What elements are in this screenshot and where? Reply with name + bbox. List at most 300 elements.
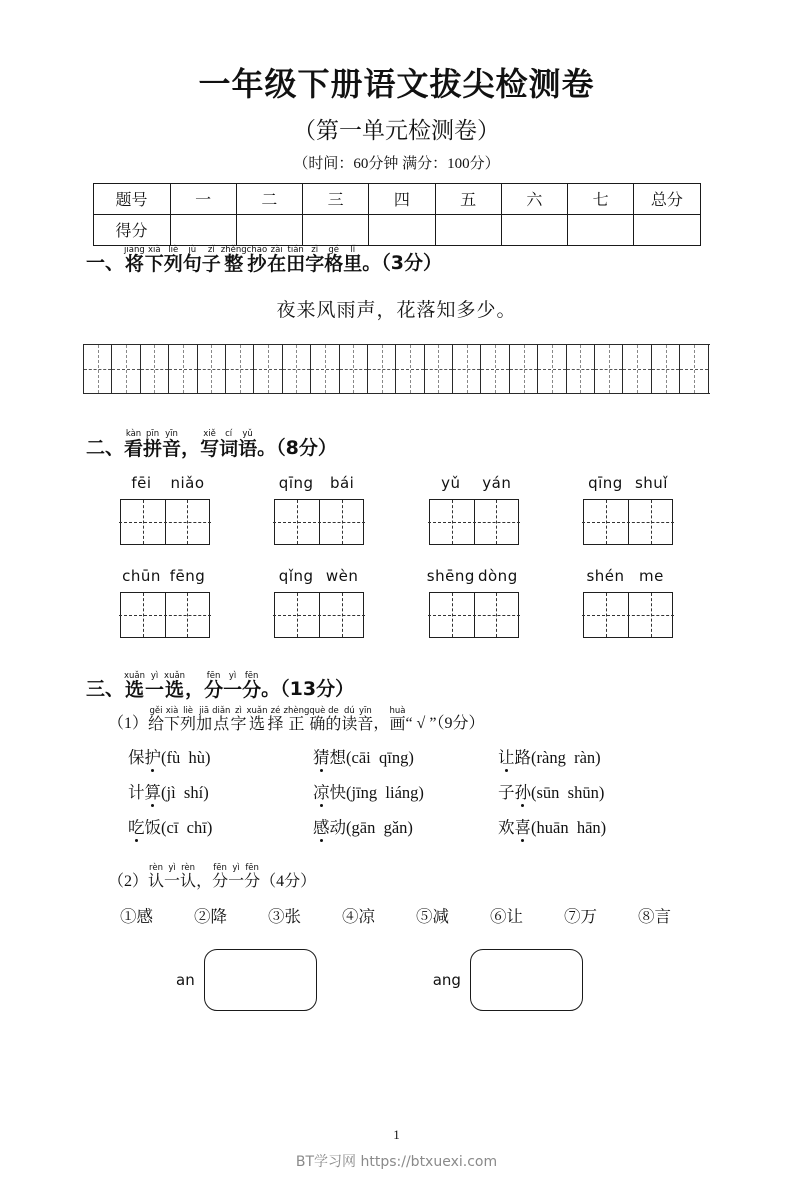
word-character: 保 xyxy=(128,748,145,768)
pronunciation-option[interactable]: ràng xyxy=(536,748,566,768)
option-separator xyxy=(559,783,567,802)
answer-box[interactable] xyxy=(470,949,583,1011)
tianzige-cell[interactable] xyxy=(198,345,226,393)
q2a-unit xyxy=(124,430,143,459)
tianzige-cell[interactable] xyxy=(567,345,595,393)
tianzige-cell[interactable] xyxy=(538,345,566,393)
pinyin-word-group xyxy=(404,474,544,545)
tianzige-cell[interactable] xyxy=(474,593,518,637)
tianzige-vertical-guide xyxy=(552,345,553,393)
word-answer-grid[interactable] xyxy=(583,499,673,545)
page-subtitle: （第一单元检测卷） xyxy=(293,117,500,143)
pronunciation-option[interactable]: fù xyxy=(166,748,181,768)
pinyin-annotation: pīn xyxy=(145,429,160,440)
pinyin-syllable: qīng xyxy=(278,473,314,492)
paren-open: ( xyxy=(161,748,167,768)
question-one-ruby-text xyxy=(124,246,362,275)
q1-unit xyxy=(145,246,164,275)
pinyin-annotation: tián xyxy=(287,244,304,255)
pinyin-annotation: liè xyxy=(183,706,194,717)
question-three-sub2-heading xyxy=(108,864,793,890)
q3s2a-unit xyxy=(180,864,196,890)
pronunciation-option[interactable]: ràn xyxy=(574,748,596,768)
sub1-ruby-text-a xyxy=(148,707,373,733)
pronunciation-option[interactable]: cī xyxy=(166,818,179,838)
tianzige-vertical-guide xyxy=(609,345,610,393)
question-three-comma: ， xyxy=(185,678,205,701)
numbered-character-item[interactable]: ⑤减 xyxy=(416,906,449,926)
pinyin-word-group xyxy=(249,567,389,638)
tianzige-cell[interactable] xyxy=(430,500,474,544)
tianzige-vertical-guide xyxy=(382,345,383,393)
tianzige-cell[interactable] xyxy=(121,500,165,544)
question-two-ruby-text-b xyxy=(200,430,257,459)
pinyin-annotation: xià xyxy=(165,706,179,717)
tianzige-cell[interactable] xyxy=(275,500,319,544)
word-answer-grid[interactable] xyxy=(120,592,210,638)
sub2-tail: （4分） xyxy=(260,872,317,890)
han-character: 格 xyxy=(324,253,344,276)
sub1-tail: “ √ ”（9分） xyxy=(405,715,485,733)
pinyin-annotation: xuǎn xyxy=(164,670,186,681)
pinyin-annotation: yì xyxy=(228,670,237,681)
score-table-column-1: 一 xyxy=(170,183,236,214)
han-character: 子 xyxy=(201,253,221,276)
tianzige-cell[interactable] xyxy=(283,345,311,393)
pinyin-annotation: xiě xyxy=(203,429,216,440)
tianzige-cell[interactable] xyxy=(319,593,363,637)
question-two-heading xyxy=(86,430,793,459)
han-character: 一 xyxy=(228,872,245,890)
pinyin-annotation: yǔ xyxy=(242,429,253,440)
numbered-character-item[interactable]: ⑥让 xyxy=(490,906,523,926)
paren-close: ) xyxy=(595,748,601,768)
pinyin-annotation: lǐ xyxy=(350,244,356,255)
sub1-choice-rows xyxy=(0,744,793,838)
tianzige-vertical-guide xyxy=(325,345,326,393)
pinyin-word-label xyxy=(427,567,521,585)
pinyin-annotation: yì xyxy=(150,670,159,681)
pinyin-annotation: fēn xyxy=(244,670,259,681)
score-table xyxy=(93,183,701,246)
tianzige-cell[interactable] xyxy=(652,345,680,393)
tianzige-cell[interactable] xyxy=(121,593,165,637)
score-table-column-7: 七 xyxy=(568,183,634,214)
q1-unit xyxy=(343,246,362,275)
word-answer-grid[interactable] xyxy=(120,499,210,545)
word-answer-grid[interactable] xyxy=(583,592,673,638)
question-one xyxy=(0,246,793,394)
han-character: 整 xyxy=(224,253,244,276)
q3s1a-unit xyxy=(267,707,283,733)
tianzige-cell[interactable] xyxy=(481,345,509,393)
pinyin-word-label xyxy=(119,567,211,585)
pronunciation-option[interactable]: sūn xyxy=(536,783,560,803)
paren-open: ( xyxy=(346,783,352,803)
question-three-ruby-text-a xyxy=(124,672,185,701)
han-character: 列 xyxy=(180,715,197,733)
question-three xyxy=(0,672,793,1011)
question-two-tail: 。（8分） xyxy=(257,436,337,459)
pinyin-syllable: wèn xyxy=(325,566,359,585)
score-cell-4[interactable] xyxy=(369,214,435,245)
pronunciation-option[interactable]: shūn xyxy=(567,783,599,803)
tianzige-vertical-guide xyxy=(524,345,525,393)
paren-close: ) xyxy=(407,818,413,838)
pinyin-syllable: me xyxy=(639,566,664,585)
pinyin-annotation: gé xyxy=(328,244,340,255)
pinyin-annotation: fēn xyxy=(213,863,227,874)
tianzige-cell[interactable] xyxy=(112,345,140,393)
han-character: 给 xyxy=(148,715,165,733)
han-character: 分 xyxy=(244,872,261,890)
word-character: 子 xyxy=(498,783,515,803)
han-character: 列 xyxy=(163,253,183,276)
tianzige-cell[interactable] xyxy=(141,345,169,393)
score-cell-5[interactable] xyxy=(435,214,501,245)
tianzige-vertical-guide xyxy=(637,345,638,393)
score-table-row-scores xyxy=(93,214,700,245)
numbered-character-item[interactable]: ②降 xyxy=(194,906,227,926)
tianzige-cell[interactable] xyxy=(165,500,209,544)
score-table-label-question: 题号 xyxy=(93,183,170,214)
q3s1a-unit xyxy=(148,707,164,733)
numbered-character-item[interactable]: ⑦万 xyxy=(564,906,597,926)
han-character: 抄 xyxy=(247,253,267,276)
sub2-answer-boxes xyxy=(176,949,793,1011)
tianzige-cell[interactable] xyxy=(226,345,254,393)
score-table-column-2: 二 xyxy=(236,183,302,214)
pinyin-annotation: yì xyxy=(232,863,240,874)
q3s1a-unit xyxy=(341,707,357,733)
question-two-word-rows xyxy=(0,474,793,638)
paren-open: ( xyxy=(346,748,352,768)
answer-box-pair xyxy=(433,949,583,1011)
pronunciation-choice-item[interactable] xyxy=(498,744,683,768)
word-character: 欢 xyxy=(498,818,515,838)
question-three-tail: 。（13分） xyxy=(261,678,355,701)
tianzige-cell[interactable] xyxy=(680,345,708,393)
dotted-character: 喜 xyxy=(515,814,532,838)
pronunciation-option[interactable]: cāi xyxy=(351,748,371,768)
tianzige-cell[interactable] xyxy=(311,345,339,393)
word-character: 动 xyxy=(329,818,346,838)
pinyin-annotation: xuǎn xyxy=(124,670,146,681)
tianzige-cell[interactable] xyxy=(275,593,319,637)
answer-box-pair xyxy=(176,949,317,1011)
pinyin-word-group xyxy=(95,567,235,638)
sub1-label: （1） xyxy=(108,715,149,733)
numbered-character-item[interactable]: ④凉 xyxy=(342,906,375,926)
han-character: 认 xyxy=(148,872,165,890)
q3s1a-unit xyxy=(230,707,246,733)
dotted-character: 护 xyxy=(145,744,162,768)
pinyin-word-row xyxy=(95,474,699,545)
option-separator xyxy=(569,818,577,837)
numbered-character-item[interactable]: ①感 xyxy=(120,906,153,926)
han-character: 词 xyxy=(219,437,239,460)
pinyin-syllable: yán xyxy=(482,473,512,492)
pronunciation-choice-item[interactable] xyxy=(128,814,313,838)
pinyin-annotation: kàn xyxy=(125,429,142,440)
pinyin-syllable: shén xyxy=(586,566,625,585)
sub2-ruby-text-b xyxy=(212,864,260,890)
tianzige-vertical-guide xyxy=(353,345,354,393)
dotted-character: 算 xyxy=(145,779,162,803)
score-table-wrap xyxy=(93,183,701,246)
score-table-row-header xyxy=(93,183,700,214)
tianzige-vertical-guide xyxy=(467,345,468,393)
question-one-writing-grid[interactable] xyxy=(83,344,710,394)
tianzige-cell[interactable] xyxy=(474,500,518,544)
han-character: 的 xyxy=(325,715,342,733)
pinyin-word-label xyxy=(119,474,211,492)
pinyin-annotation: zì xyxy=(311,244,319,255)
pronunciation-option[interactable]: liáng xyxy=(385,783,419,803)
han-character: 选 xyxy=(248,715,265,733)
answer-box[interactable] xyxy=(204,949,317,1011)
pinyin-word-group xyxy=(558,474,698,545)
tianzige-cell[interactable] xyxy=(430,593,474,637)
pronunciation-choice-item[interactable] xyxy=(313,814,498,838)
word-character: 路 xyxy=(514,748,531,768)
pronunciation-choice-row xyxy=(128,779,793,803)
word-answer-grid[interactable] xyxy=(274,499,364,545)
page-number: 1 xyxy=(393,1127,400,1142)
pronunciation-choice-item[interactable] xyxy=(313,779,498,803)
pronunciation-option[interactable]: jì xyxy=(166,783,176,803)
score-table-column-8: 总分 xyxy=(634,183,700,214)
tianzige-cell[interactable] xyxy=(510,345,538,393)
paren-open: ( xyxy=(346,818,352,838)
pronunciation-choice-item[interactable] xyxy=(128,779,313,803)
pinyin-annotation: de xyxy=(328,706,339,717)
han-character: 确 xyxy=(309,715,326,733)
pronunciation-option[interactable]: huān xyxy=(536,818,569,838)
question-one-tail: 。（3分） xyxy=(362,252,442,275)
q2a-unit xyxy=(143,430,162,459)
question-one-heading xyxy=(86,246,793,275)
q3b-unit xyxy=(204,672,223,701)
tianzige-cell[interactable] xyxy=(628,593,672,637)
q2a-unit xyxy=(162,430,181,459)
pronunciation-choice-item[interactable] xyxy=(498,814,683,838)
pronunciation-option[interactable]: chī xyxy=(186,818,207,838)
tianzige-vertical-guide xyxy=(438,345,439,393)
tianzige-vertical-guide xyxy=(296,345,297,393)
q2b-unit xyxy=(200,430,219,459)
han-character: 正 xyxy=(288,715,305,733)
dotted-character: 猜 xyxy=(313,744,330,768)
pinyin-syllable: dòng xyxy=(477,566,518,585)
pronunciation-option[interactable]: gān xyxy=(351,818,376,838)
tianzige-cell[interactable] xyxy=(396,345,424,393)
q3s1a-unit xyxy=(325,707,341,733)
q3s2b-unit xyxy=(244,864,260,890)
exam-page xyxy=(0,66,793,1187)
q3s2b-unit xyxy=(228,864,244,890)
paren-close: ) xyxy=(600,818,607,838)
sub2-comma: ， xyxy=(196,872,213,890)
han-character: 下 xyxy=(144,253,164,276)
answer-box-label: ang xyxy=(432,970,461,989)
han-character: 一 xyxy=(145,679,165,702)
q1-unit xyxy=(124,246,145,275)
han-character: 语 xyxy=(238,437,258,460)
q3s2a-unit xyxy=(148,864,164,890)
tianzige-cell[interactable] xyxy=(368,345,396,393)
score-cell-2[interactable] xyxy=(236,214,302,245)
score-cell-7[interactable] xyxy=(568,214,634,245)
sub1-comma: ， xyxy=(373,715,390,733)
word-character: 想 xyxy=(329,748,346,768)
pinyin-syllable: fēng xyxy=(169,566,206,585)
paren-open: ( xyxy=(161,818,167,838)
paren-close: ) xyxy=(205,748,211,768)
pinyin-syllable: qīng xyxy=(588,473,623,492)
q3s1a-unit xyxy=(283,707,309,733)
score-cell-8[interactable] xyxy=(634,214,700,245)
tianzige-cell[interactable] xyxy=(623,345,651,393)
tianzige-cell[interactable] xyxy=(165,593,209,637)
sub2-ruby-text-a xyxy=(148,864,196,890)
pinyin-word-row xyxy=(95,567,699,638)
pronunciation-option[interactable]: qīng xyxy=(378,748,409,768)
paren-close: ) xyxy=(206,818,213,838)
question-two-number: 二、 xyxy=(86,436,125,459)
han-character: 下 xyxy=(164,715,181,733)
pinyin-word-label xyxy=(273,474,365,492)
dotted-character: 让 xyxy=(498,744,515,768)
paren-open: ( xyxy=(531,748,537,768)
pinyin-annotation: xuǎn xyxy=(246,706,268,717)
pinyin-annotation: dú xyxy=(344,706,355,717)
pronunciation-option[interactable]: shí xyxy=(183,783,204,803)
han-character: 田 xyxy=(286,253,306,276)
pinyin-annotation: rèn xyxy=(181,863,196,874)
pinyin-syllable: yǔ xyxy=(441,473,461,492)
han-character: 字 xyxy=(305,253,325,276)
q1-unit xyxy=(164,246,183,275)
q3a-unit xyxy=(145,672,164,701)
tianzige-cell[interactable] xyxy=(254,345,282,393)
han-character: 写 xyxy=(200,437,220,460)
pronunciation-option[interactable]: hù xyxy=(188,748,205,768)
q1-unit xyxy=(324,246,343,275)
tianzige-cell[interactable] xyxy=(84,345,112,393)
han-character: 音 xyxy=(357,715,374,733)
pinyin-annotation: liè xyxy=(168,244,179,255)
sub1-ruby-text-b xyxy=(389,707,405,733)
q1-unit xyxy=(305,246,324,275)
pronunciation-choice-row xyxy=(128,814,793,838)
paren-close: ) xyxy=(203,783,209,803)
pinyin-annotation: yīn xyxy=(359,706,372,717)
tianzige-cell[interactable] xyxy=(453,345,481,393)
tianzige-vertical-guide xyxy=(211,345,212,393)
q3s1b-unit xyxy=(389,707,405,733)
word-answer-grid[interactable] xyxy=(274,592,364,638)
question-three-heading xyxy=(86,672,793,701)
q3a-unit xyxy=(164,672,185,701)
han-character: 择 xyxy=(267,715,284,733)
tianzige-cell[interactable] xyxy=(584,593,628,637)
pinyin-annotation: zhěng xyxy=(220,244,247,255)
q3a-unit xyxy=(124,672,145,701)
pinyin-syllable: chūn xyxy=(122,566,161,585)
pinyin-annotation: cí xyxy=(225,429,233,440)
pinyin-annotation: zì xyxy=(235,706,242,717)
numbered-character-item[interactable]: ⑧言 xyxy=(638,906,671,926)
paren-close: ) xyxy=(418,783,424,803)
q2b-unit xyxy=(238,430,257,459)
word-answer-grid[interactable] xyxy=(429,499,519,545)
pronunciation-option[interactable]: gǎn xyxy=(383,818,408,838)
pinyin-annotation: jiāng xyxy=(124,244,145,255)
han-character: 点 xyxy=(213,715,230,733)
q3b-unit xyxy=(242,672,261,701)
pinyin-word-label xyxy=(273,567,365,585)
pinyin-word-group xyxy=(404,567,544,638)
pinyin-word-group xyxy=(558,567,698,638)
paren-open: ( xyxy=(531,783,537,803)
numbered-character-item[interactable]: ③张 xyxy=(268,906,301,926)
tianzige-cell[interactable] xyxy=(595,345,623,393)
tianzige-cell[interactable] xyxy=(319,500,363,544)
tianzige-cell[interactable] xyxy=(169,345,197,393)
word-character: 饭 xyxy=(144,818,161,838)
tianzige-vertical-guide xyxy=(126,345,127,393)
pronunciation-option[interactable]: jīng xyxy=(351,783,378,803)
han-character: 分 xyxy=(242,679,262,702)
pronunciation-choice-item[interactable] xyxy=(128,744,313,768)
word-character: 快 xyxy=(329,783,346,803)
q1-unit xyxy=(267,246,286,275)
han-character: 分 xyxy=(204,679,224,702)
score-cell-6[interactable] xyxy=(501,214,567,245)
q3s2b-unit xyxy=(212,864,228,890)
question-three-ruby-text-b xyxy=(204,672,261,701)
tianzige-cell[interactable] xyxy=(628,500,672,544)
q1-unit xyxy=(183,246,202,275)
pronunciation-choice-row xyxy=(128,744,793,768)
pronunciation-choice-item[interactable] xyxy=(313,744,498,768)
han-character: 选 xyxy=(165,679,185,702)
q3s2a-unit xyxy=(164,864,180,890)
q3s1a-unit xyxy=(164,707,180,733)
pinyin-word-group xyxy=(95,474,235,545)
pinyin-annotation: yì xyxy=(168,863,176,874)
pronunciation-choice-item[interactable] xyxy=(498,779,683,803)
q1-unit xyxy=(286,246,305,275)
pronunciation-option[interactable]: hān xyxy=(576,818,601,838)
q1-unit xyxy=(202,246,221,275)
paren-open: ( xyxy=(161,783,167,803)
option-separator xyxy=(180,748,188,767)
tianzige-cell[interactable] xyxy=(340,345,368,393)
pinyin-annotation: jiā xyxy=(199,706,210,717)
han-character: 画 xyxy=(389,715,406,733)
score-cell-3[interactable] xyxy=(303,214,369,245)
tianzige-cell[interactable] xyxy=(425,345,453,393)
option-separator xyxy=(566,748,574,767)
word-answer-grid[interactable] xyxy=(429,592,519,638)
tianzige-cell[interactable] xyxy=(584,500,628,544)
question-three-sub1-heading xyxy=(108,707,793,733)
paren-close: ) xyxy=(408,748,414,768)
pinyin-word-label xyxy=(582,474,674,492)
score-cell-1[interactable] xyxy=(170,214,236,245)
